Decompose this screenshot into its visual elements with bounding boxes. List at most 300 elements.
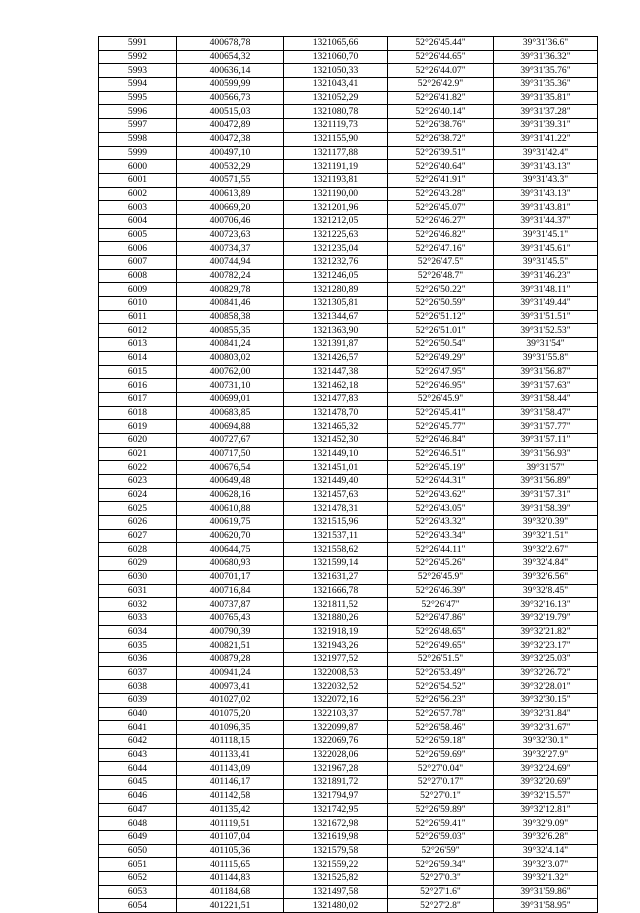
point-number-cell: 6053 [99, 885, 177, 899]
longitude-cell: 39°31'44.37" [494, 214, 598, 228]
x-coordinate-cell: 400532,29 [177, 160, 284, 174]
point-number-cell: 6038 [99, 680, 177, 694]
latitude-cell: 52°26'49.29" [388, 351, 494, 365]
longitude-cell: 39°31'35.36" [494, 78, 598, 92]
point-number-cell: 6005 [99, 228, 177, 242]
point-number-cell: 6045 [99, 776, 177, 790]
table-row [99, 502, 598, 516]
longitude-cell: 39°32'30.1" [494, 735, 598, 749]
x-coordinate-cell: 401143,09 [177, 762, 284, 776]
y-coordinate-cell: 1321452,30 [284, 433, 388, 447]
x-coordinate-cell: 400829,78 [177, 283, 284, 297]
point-number-cell: 6033 [99, 611, 177, 625]
point-number-cell: 5991 [99, 37, 177, 51]
table-row [99, 447, 598, 461]
longitude-cell: 39°31'45.61" [494, 242, 598, 256]
latitude-cell: 52°26'48.65" [388, 625, 494, 639]
x-coordinate-cell: 400765,43 [177, 611, 284, 625]
longitude-cell: 39°31'56.93" [494, 447, 598, 461]
y-coordinate-cell: 1321447,38 [284, 365, 388, 379]
y-coordinate-cell: 1321537,11 [284, 529, 388, 543]
longitude-cell: 39°31'58.95" [494, 899, 598, 913]
longitude-cell: 39°32'23.17" [494, 639, 598, 653]
table-row [99, 666, 598, 680]
table-row [99, 707, 598, 721]
latitude-cell: 52°26'40.14" [388, 105, 494, 119]
latitude-cell: 52°26'47.16" [388, 242, 494, 256]
table-row [99, 735, 598, 749]
latitude-cell: 52°26'59" [388, 844, 494, 858]
point-number-cell: 5994 [99, 78, 177, 92]
point-number-cell: 6009 [99, 283, 177, 297]
x-coordinate-cell: 401027,02 [177, 694, 284, 708]
longitude-cell: 39°31'46.23" [494, 269, 598, 283]
longitude-cell: 39°31'35.76" [494, 64, 598, 78]
x-coordinate-cell: 400803,02 [177, 351, 284, 365]
table-row [99, 187, 598, 201]
longitude-cell: 39°32'3.07" [494, 858, 598, 872]
latitude-cell: 52°26'40.64" [388, 160, 494, 174]
x-coordinate-cell: 400717,50 [177, 447, 284, 461]
y-coordinate-cell: 1321363,90 [284, 324, 388, 338]
y-coordinate-cell: 1321515,96 [284, 516, 388, 530]
point-number-cell: 5999 [99, 146, 177, 160]
table-row [99, 748, 598, 762]
x-coordinate-cell: 400744,94 [177, 256, 284, 270]
longitude-cell: 39°32'6.28" [494, 830, 598, 844]
point-number-cell: 6029 [99, 557, 177, 571]
point-number-cell: 6039 [99, 694, 177, 708]
point-number-cell: 6027 [99, 529, 177, 543]
point-number-cell: 6032 [99, 598, 177, 612]
x-coordinate-cell: 400497,10 [177, 146, 284, 160]
y-coordinate-cell: 1321742,95 [284, 803, 388, 817]
longitude-cell: 39°31'56.87" [494, 365, 598, 379]
x-coordinate-cell: 400701,17 [177, 570, 284, 584]
latitude-cell: 52°27'0.1" [388, 789, 494, 803]
longitude-cell: 39°31'56.89" [494, 475, 598, 489]
x-coordinate-cell: 401096,35 [177, 721, 284, 735]
latitude-cell: 52°26'46.84" [388, 433, 494, 447]
longitude-cell: 39°31'58.47" [494, 406, 598, 420]
longitude-cell: 39°31'37.28" [494, 105, 598, 119]
point-number-cell: 6022 [99, 461, 177, 475]
y-coordinate-cell: 1321391,87 [284, 338, 388, 352]
latitude-cell: 52°26'43.62" [388, 488, 494, 502]
point-number-cell: 6015 [99, 365, 177, 379]
y-coordinate-cell: 1321918,19 [284, 625, 388, 639]
longitude-cell: 39°31'35.81" [494, 91, 598, 105]
table-row [99, 146, 598, 160]
table-row [99, 543, 598, 557]
y-coordinate-cell: 1321449,10 [284, 447, 388, 461]
longitude-cell: 39°31'59.86" [494, 885, 598, 899]
y-coordinate-cell: 1322028,06 [284, 748, 388, 762]
table-row [99, 392, 598, 406]
table-row [99, 557, 598, 571]
point-number-cell: 6000 [99, 160, 177, 174]
table-row [99, 228, 598, 242]
latitude-cell: 52°26'45.41" [388, 406, 494, 420]
point-number-cell: 6016 [99, 379, 177, 393]
table-row [99, 721, 598, 735]
y-coordinate-cell: 1321119,73 [284, 119, 388, 133]
x-coordinate-cell: 400654,32 [177, 50, 284, 64]
table-row [99, 488, 598, 502]
y-coordinate-cell: 1321225,63 [284, 228, 388, 242]
y-coordinate-cell: 1321478,31 [284, 502, 388, 516]
x-coordinate-cell: 401184,68 [177, 885, 284, 899]
longitude-cell: 39°31'57" [494, 461, 598, 475]
point-number-cell: 5996 [99, 105, 177, 119]
x-coordinate-cell: 401075,20 [177, 707, 284, 721]
longitude-cell: 39°31'43.13" [494, 187, 598, 201]
point-number-cell: 6021 [99, 447, 177, 461]
table-row [99, 584, 598, 598]
longitude-cell: 39°32'6.56" [494, 570, 598, 584]
table-row [99, 433, 598, 447]
y-coordinate-cell: 1321891,72 [284, 776, 388, 790]
table-row [99, 324, 598, 338]
longitude-cell: 39°31'41.22" [494, 132, 598, 146]
longitude-cell: 39°31'57.63" [494, 379, 598, 393]
point-number-cell: 6048 [99, 817, 177, 831]
x-coordinate-cell: 400676,54 [177, 461, 284, 475]
x-coordinate-cell: 401144,83 [177, 871, 284, 885]
x-coordinate-cell: 400515,03 [177, 105, 284, 119]
point-number-cell: 6024 [99, 488, 177, 502]
x-coordinate-cell: 400636,14 [177, 64, 284, 78]
x-coordinate-cell: 401107,04 [177, 830, 284, 844]
longitude-cell: 39°31'58.39" [494, 502, 598, 516]
y-coordinate-cell: 1321052,29 [284, 91, 388, 105]
longitude-cell: 39°32'27.9" [494, 748, 598, 762]
table-row [99, 173, 598, 187]
point-number-cell: 6050 [99, 844, 177, 858]
x-coordinate-cell: 400790,39 [177, 625, 284, 639]
latitude-cell: 52°26'45.19" [388, 461, 494, 475]
point-number-cell: 6017 [99, 392, 177, 406]
latitude-cell: 52°27'1.6" [388, 885, 494, 899]
point-number-cell: 6049 [99, 830, 177, 844]
point-number-cell: 6002 [99, 187, 177, 201]
table-row [99, 871, 598, 885]
table-row [99, 420, 598, 434]
latitude-cell: 52°26'46.51" [388, 447, 494, 461]
y-coordinate-cell: 1321232,76 [284, 256, 388, 270]
x-coordinate-cell: 400723,63 [177, 228, 284, 242]
latitude-cell: 52°26'51.01" [388, 324, 494, 338]
point-number-cell: 6012 [99, 324, 177, 338]
longitude-cell: 39°31'57.77" [494, 420, 598, 434]
latitude-cell: 52°26'59.34" [388, 858, 494, 872]
point-number-cell: 6008 [99, 269, 177, 283]
y-coordinate-cell: 1321344,67 [284, 310, 388, 324]
y-coordinate-cell: 1321060,70 [284, 50, 388, 64]
longitude-cell: 39°31'51.51" [494, 310, 598, 324]
table-row [99, 830, 598, 844]
table-row [99, 379, 598, 393]
latitude-cell: 52°26'45.26" [388, 557, 494, 571]
longitude-cell: 39°31'52.53" [494, 324, 598, 338]
table-row [99, 844, 598, 858]
x-coordinate-cell: 400620,70 [177, 529, 284, 543]
latitude-cell: 52°26'47.95" [388, 365, 494, 379]
x-coordinate-cell: 400973,41 [177, 680, 284, 694]
table-row [99, 119, 598, 133]
y-coordinate-cell: 1321426,57 [284, 351, 388, 365]
point-number-cell: 6043 [99, 748, 177, 762]
y-coordinate-cell: 1321478,70 [284, 406, 388, 420]
table-row [99, 351, 598, 365]
point-number-cell: 6004 [99, 214, 177, 228]
table-row [99, 570, 598, 584]
longitude-cell: 39°32'21.82" [494, 625, 598, 639]
x-coordinate-cell: 400858,38 [177, 310, 284, 324]
point-number-cell: 6014 [99, 351, 177, 365]
latitude-cell: 52°27'0.04" [388, 762, 494, 776]
longitude-cell: 39°31'55.8" [494, 351, 598, 365]
table-row [99, 283, 598, 297]
x-coordinate-cell: 400628,16 [177, 488, 284, 502]
point-number-cell: 5992 [99, 50, 177, 64]
x-coordinate-cell: 401221,51 [177, 899, 284, 913]
longitude-cell: 39°32'4.14" [494, 844, 598, 858]
latitude-cell: 52°26'54.52" [388, 680, 494, 694]
table-row [99, 789, 598, 803]
latitude-cell: 52°26'44.65" [388, 50, 494, 64]
y-coordinate-cell: 1321050,33 [284, 64, 388, 78]
y-coordinate-cell: 1321191,19 [284, 160, 388, 174]
longitude-cell: 39°31'43.81" [494, 201, 598, 215]
longitude-cell: 39°31'57.11" [494, 433, 598, 447]
y-coordinate-cell: 1321794,97 [284, 789, 388, 803]
x-coordinate-cell: 400879,28 [177, 652, 284, 666]
point-number-cell: 6001 [99, 173, 177, 187]
point-number-cell: 6010 [99, 297, 177, 311]
y-coordinate-cell: 1322032,52 [284, 680, 388, 694]
y-coordinate-cell: 1321943,26 [284, 639, 388, 653]
longitude-cell: 39°31'48.11" [494, 283, 598, 297]
table-row [99, 858, 598, 872]
point-number-cell: 6003 [99, 201, 177, 215]
table-row [99, 461, 598, 475]
table-row [99, 37, 598, 51]
longitude-cell: 39°32'19.79" [494, 611, 598, 625]
table-row [99, 78, 598, 92]
table-row [99, 817, 598, 831]
table-row [99, 625, 598, 639]
y-coordinate-cell: 1322072,16 [284, 694, 388, 708]
y-coordinate-cell: 1321672,98 [284, 817, 388, 831]
longitude-cell: 39°31'43.3" [494, 173, 598, 187]
y-coordinate-cell: 1321462,18 [284, 379, 388, 393]
x-coordinate-cell: 400821,51 [177, 639, 284, 653]
y-coordinate-cell: 1321967,28 [284, 762, 388, 776]
x-coordinate-cell: 401135,42 [177, 803, 284, 817]
table-row [99, 776, 598, 790]
x-coordinate-cell: 400762,00 [177, 365, 284, 379]
latitude-cell: 52°26'50.54" [388, 338, 494, 352]
y-coordinate-cell: 1321666,78 [284, 584, 388, 598]
point-number-cell: 6028 [99, 543, 177, 557]
point-number-cell: 6041 [99, 721, 177, 735]
x-coordinate-cell: 401142,58 [177, 789, 284, 803]
longitude-cell: 39°31'45.5" [494, 256, 598, 270]
longitude-cell: 39°32'31.84" [494, 707, 598, 721]
x-coordinate-cell: 400731,10 [177, 379, 284, 393]
y-coordinate-cell: 1321599,14 [284, 557, 388, 571]
latitude-cell: 52°26'51.5" [388, 652, 494, 666]
latitude-cell: 52°26'59.41" [388, 817, 494, 831]
latitude-cell: 52°26'41.91" [388, 173, 494, 187]
latitude-cell: 52°26'59.03" [388, 830, 494, 844]
point-number-cell: 6047 [99, 803, 177, 817]
table-row [99, 680, 598, 694]
longitude-cell: 39°32'1.32" [494, 871, 598, 885]
latitude-cell: 52°26'45.9" [388, 392, 494, 406]
coordinates-table-body [99, 37, 598, 913]
longitude-cell: 39°32'28.01" [494, 680, 598, 694]
y-coordinate-cell: 1321193,81 [284, 173, 388, 187]
y-coordinate-cell: 1321177,88 [284, 146, 388, 160]
y-coordinate-cell: 1321155,90 [284, 132, 388, 146]
point-number-cell: 6051 [99, 858, 177, 872]
point-number-cell: 6034 [99, 625, 177, 639]
point-number-cell: 6007 [99, 256, 177, 270]
point-number-cell: 6023 [99, 475, 177, 489]
y-coordinate-cell: 1321080,78 [284, 105, 388, 119]
x-coordinate-cell: 401133,41 [177, 748, 284, 762]
x-coordinate-cell: 401118,15 [177, 735, 284, 749]
x-coordinate-cell: 400855,35 [177, 324, 284, 338]
latitude-cell: 52°27'0.17" [388, 776, 494, 790]
latitude-cell: 52°26'50.59" [388, 297, 494, 311]
latitude-cell: 52°26'38.72" [388, 132, 494, 146]
table-row [99, 105, 598, 119]
point-number-cell: 6040 [99, 707, 177, 721]
longitude-cell: 39°32'9.09" [494, 817, 598, 831]
y-coordinate-cell: 1321497,58 [284, 885, 388, 899]
latitude-cell: 52°26'46.95" [388, 379, 494, 393]
point-number-cell: 6013 [99, 338, 177, 352]
latitude-cell: 52°26'59.69" [388, 748, 494, 762]
x-coordinate-cell: 400734,37 [177, 242, 284, 256]
longitude-cell: 39°32'16.13" [494, 598, 598, 612]
longitude-cell: 39°32'4.84" [494, 557, 598, 571]
latitude-cell: 52°26'58.46" [388, 721, 494, 735]
point-number-cell: 6037 [99, 666, 177, 680]
table-row [99, 762, 598, 776]
latitude-cell: 52°26'42.9" [388, 78, 494, 92]
latitude-cell: 52°26'46.82" [388, 228, 494, 242]
longitude-cell: 39°31'43.13" [494, 160, 598, 174]
y-coordinate-cell: 1322008,53 [284, 666, 388, 680]
table-row [99, 598, 598, 612]
point-number-cell: 6025 [99, 502, 177, 516]
y-coordinate-cell: 1321477,83 [284, 392, 388, 406]
y-coordinate-cell: 1322103,37 [284, 707, 388, 721]
x-coordinate-cell: 400472,89 [177, 119, 284, 133]
latitude-cell: 52°26'49.65" [388, 639, 494, 653]
longitude-cell: 39°32'26.72" [494, 666, 598, 680]
x-coordinate-cell: 400566,73 [177, 91, 284, 105]
point-number-cell: 6018 [99, 406, 177, 420]
x-coordinate-cell: 400669,20 [177, 201, 284, 215]
point-number-cell: 6006 [99, 242, 177, 256]
x-coordinate-cell: 400680,93 [177, 557, 284, 571]
longitude-cell: 39°32'2.67" [494, 543, 598, 557]
x-coordinate-cell: 400644,75 [177, 543, 284, 557]
latitude-cell: 52°26'43.32" [388, 516, 494, 530]
latitude-cell: 52°26'47" [388, 598, 494, 612]
y-coordinate-cell: 1321280,89 [284, 283, 388, 297]
y-coordinate-cell: 1321235,04 [284, 242, 388, 256]
latitude-cell: 52°26'43.28" [388, 187, 494, 201]
longitude-cell: 39°31'45.1" [494, 228, 598, 242]
point-number-cell: 6020 [99, 433, 177, 447]
longitude-cell: 39°31'57.31" [494, 488, 598, 502]
longitude-cell: 39°32'8.45" [494, 584, 598, 598]
latitude-cell: 52°26'39.51" [388, 146, 494, 160]
latitude-cell: 52°26'51.12" [388, 310, 494, 324]
latitude-cell: 52°26'44.07" [388, 64, 494, 78]
x-coordinate-cell: 400716,84 [177, 584, 284, 598]
table-row [99, 406, 598, 420]
latitude-cell: 52°26'44.31" [388, 475, 494, 489]
point-number-cell: 6042 [99, 735, 177, 749]
table-row [99, 91, 598, 105]
table-row [99, 338, 598, 352]
y-coordinate-cell: 1321212,05 [284, 214, 388, 228]
point-number-cell: 6031 [99, 584, 177, 598]
latitude-cell: 52°26'46.39" [388, 584, 494, 598]
y-coordinate-cell: 1321880,26 [284, 611, 388, 625]
table-row [99, 611, 598, 625]
x-coordinate-cell: 401105,36 [177, 844, 284, 858]
x-coordinate-cell: 400699,01 [177, 392, 284, 406]
latitude-cell: 52°26'46.27" [388, 214, 494, 228]
y-coordinate-cell: 1321465,32 [284, 420, 388, 434]
table-row [99, 694, 598, 708]
point-number-cell: 6035 [99, 639, 177, 653]
latitude-cell: 52°26'45.44" [388, 37, 494, 51]
latitude-cell: 52°26'38.76" [388, 119, 494, 133]
x-coordinate-cell: 400737,87 [177, 598, 284, 612]
x-coordinate-cell: 400678,78 [177, 37, 284, 51]
table-row [99, 160, 598, 174]
x-coordinate-cell: 400727,67 [177, 433, 284, 447]
latitude-cell: 52°26'56.23" [388, 694, 494, 708]
table-row [99, 201, 598, 215]
x-coordinate-cell: 400613,89 [177, 187, 284, 201]
y-coordinate-cell: 1321201,96 [284, 201, 388, 215]
coordinates-table [98, 36, 598, 913]
point-number-cell: 6044 [99, 762, 177, 776]
point-number-cell: 6046 [99, 789, 177, 803]
y-coordinate-cell: 1321811,52 [284, 598, 388, 612]
longitude-cell: 39°32'24.69" [494, 762, 598, 776]
point-number-cell: 5993 [99, 64, 177, 78]
table-row [99, 310, 598, 324]
table-row [99, 803, 598, 817]
table-row [99, 242, 598, 256]
longitude-cell: 39°32'12.81" [494, 803, 598, 817]
x-coordinate-cell: 400472,38 [177, 132, 284, 146]
y-coordinate-cell: 1321457,63 [284, 488, 388, 502]
y-coordinate-cell: 1321480,02 [284, 899, 388, 913]
latitude-cell: 52°27'2.8" [388, 899, 494, 913]
